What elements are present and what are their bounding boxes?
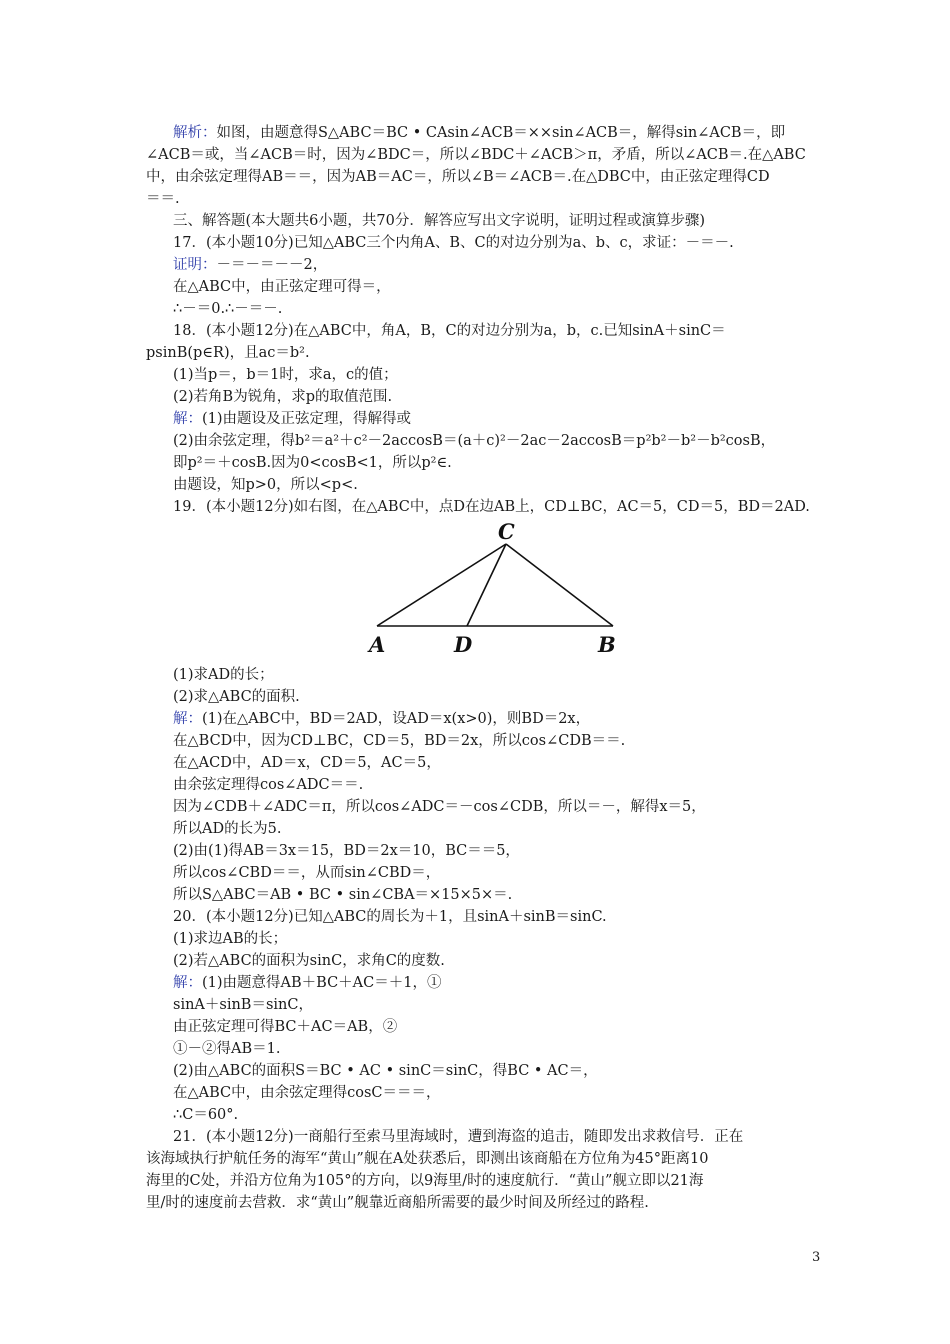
vertex-label-c: C [498,520,515,544]
vertex-label-d: D [454,632,473,657]
question-21: 21．(本小题12分)一商船行至索马里海域时，遭到海盗的追击，随即发出求救信号．正在 [173,1129,744,1145]
text-line: 里/时的速度前去营救．求“黄山”舰靠近商船所需要的最少时间及所经过的路程. [146,1195,649,1211]
text-line: 解析：如图，由题意得S△ABC＝BC • CAsin∠ACB＝××sin∠ACB＝，解得sin∠ACB＝，即 [173,125,786,141]
text-line: 在△BCD中，因为CD⊥BC，CD＝5，BD＝2x，所以cos∠CDB＝＝. [173,733,626,749]
text-line: 解：(1)由题意得AB＋BC＋AC＝＋1，① [173,975,442,991]
text-line: (2)若角B为锐角，求p的取值范围. [173,389,393,405]
text-line: 在△ACD中，AD＝x，CD＝5，AC＝5， [173,755,441,771]
text-line: 所以cos∠CBD＝＝，从而sin∠CBD＝， [173,865,441,881]
vertex-label-b: B [598,632,616,657]
answer-label: 解析： [173,125,217,141]
text-line: 海里的C处，并沿方位角为105°的方向，以9海里/时的速度航行．“黄山”舰立即以21海 [146,1173,704,1189]
text-line: 解：(1)由题设及正弦定理，得解得或 [173,411,412,427]
vertex-label-a: A [369,632,386,657]
text-line: 该海域执行护航任务的海军“黄山”舰在A处获悉后，即测出该商船在方位角为45°距离10 [146,1151,709,1167]
text-line: 所以AD的长为5. [173,821,282,837]
text-line: 所以S△ABC＝AB • BC • sin∠CBA＝×15×5×＝. [173,887,513,903]
solution-label: 解： [173,711,202,727]
text-line: 由题设，知p>0，所以<p<. [173,477,358,493]
page-number: 3 [812,1250,821,1265]
triangle-figure [360,520,630,660]
text-line: ∴C＝60°. [173,1107,239,1123]
text-line: ∠ACB＝或，当∠ACB＝时，因为∠BDC＝，所以∠BDC＋∠ACB＞π，矛盾，所以∠ACB＝.在△ABC [146,147,806,163]
text-line: (2)求△ABC的面积. [173,689,300,705]
question-17: 17．(本小题10分)已知△ABC三个内角A、B、C的对边分别为a、b、c，求证：－＝－. [173,235,734,251]
text-line: (1)求AD的长； [173,667,274,683]
text-line: 由余弦定理得cos∠ADC＝＝. [173,777,364,793]
text-line: ∴－＝0.∴－＝－. [173,301,283,317]
text-line: (2)由(1)得AB＝3x＝15，BD＝2x＝10，BC＝＝5， [173,843,520,859]
text-line: 解：(1)在△ABC中，BD＝2AD，设AD＝x(x>0)，则BD＝2x， [173,711,591,727]
segment-cb [506,544,613,626]
section-heading: 三、解答题(本大题共6小题，共70分．解答应写出文字说明，证明过程或演算步骤) [173,213,705,229]
question-18: 18．(本小题12分)在△ABC中，角A，B，C的对边分别为a，b，c.已知sinA＋sinC＝ [173,323,726,339]
proof-label: 证明： [173,257,217,273]
text-line: (2)由△ABC的面积S＝BC • AC • sinC＝sinC，得BC • AC＝， [173,1063,598,1079]
text-line: ①－②得AB＝1. [173,1041,281,1057]
solution-label: 解： [173,975,202,991]
text-line: (1)当p＝，b＝1时，求a，c的值； [173,367,398,383]
text-line: 在△ABC中，由正弦定理可得＝， [173,279,391,295]
question-20: 20．(本小题12分)已知△ABC的周长为＋1，且sinA＋sinB＝sinC. [173,909,607,925]
text-line: 由正弦定理可得BC＋AC＝AB，② [173,1019,398,1035]
text-line: 证明：－＝－＝－－2， [173,257,328,273]
text-line: 中，由余弦定理得AB＝＝，因为AB＝AC＝，所以∠B＝∠ACB＝.在△DBC中，由正弦定理得CD [146,169,770,185]
text-line: (1)求边AB的长； [173,931,288,947]
text-line: sinA＋sinB＝sinC， [173,997,313,1013]
question-19: 19．(本小题12分)如右图，在△ABC中，点D在边AB上，CD⊥BC，AC＝5，CD＝5，BD＝2AD. [173,499,810,515]
text-line: 在△ABC中，由余弦定理得cosC＝＝＝， [173,1085,441,1101]
text-line: 即p²＝＋cosB.因为0<cosB<1，所以p²∈. [173,455,452,471]
text-line: ＝＝. [146,191,180,207]
text-line: psinB(p∈R)，且ac＝b². [146,345,310,361]
text-line: (2)若△ABC的面积为sinC，求角C的度数. [173,953,445,969]
solution-label: 解： [173,411,202,427]
text-line: 因为∠CDB＋∠ADC＝π，所以cos∠ADC＝－cos∠CDB，所以＝－，解得x＝5， [173,799,706,815]
text-line: (2)由余弦定理，得b²＝a²＋c²－2accosB＝(a＋c)²－2ac－2accosB＝p²b²－b²－b²cosB， [173,433,776,449]
